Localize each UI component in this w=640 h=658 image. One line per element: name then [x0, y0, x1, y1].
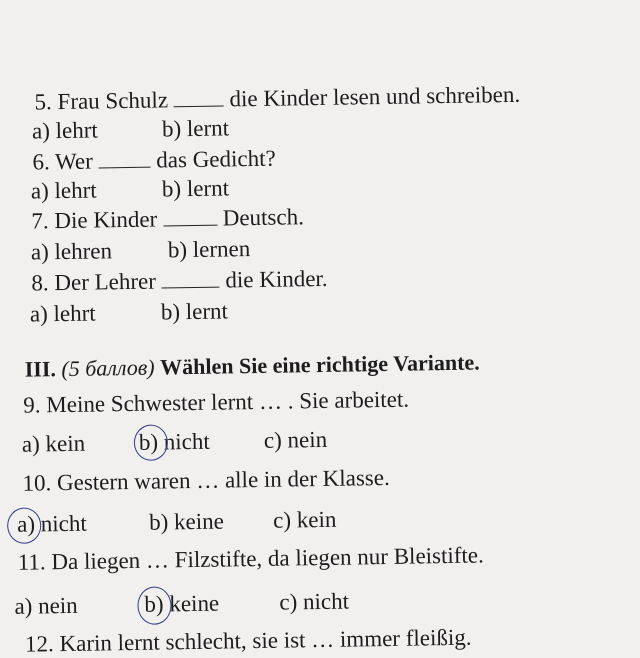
section-points: (5 баллов)	[61, 354, 155, 382]
option-a: a) lehrt	[31, 117, 98, 144]
question-5-text-start: 5. Frau Schulz	[34, 87, 169, 115]
answer-blank	[99, 167, 151, 169]
option-b: b) lernt	[161, 115, 230, 142]
question-8-text-start: 8. Der Lehrer	[31, 268, 157, 296]
section-heading	[25, 351, 480, 380]
answer-blank	[162, 287, 220, 289]
option-a: a) lehrt	[30, 177, 97, 204]
question-7-text-end: Deutsch.	[222, 204, 305, 231]
question-5-text-end: die Kinder lesen und schreiben.	[229, 81, 521, 112]
option-b: b) lernt	[161, 175, 230, 202]
answer-blank	[163, 225, 217, 227]
option-b: b) keine	[148, 508, 225, 535]
section-number: III.	[24, 356, 57, 382]
option-a: a) nein	[14, 592, 78, 619]
question-9: 9. Meine Schwester lernt … . Sie arbeitet.	[23, 386, 410, 418]
question-11: 11. Da liegen … Filzstifte, da liegen nur Bleistifte.	[17, 542, 484, 575]
question-8-text-end: die Kinder.	[225, 265, 328, 293]
option-c: c) nicht	[279, 588, 350, 615]
question-12-partial: 12. Karin lernt schlecht, sie ist … immer fleißig.	[24, 624, 472, 657]
option-b: b) nicht	[138, 428, 210, 455]
question-10: 10. Gestern waren … alle in der Klasse.	[22, 464, 390, 496]
question-6	[32, 147, 276, 174]
question-7-text-start: 7. Die Kinder	[31, 206, 158, 234]
section-instruction: Wählen Sie eine richtige Variante.	[159, 349, 480, 380]
answer-blank	[174, 105, 224, 107]
option-a: a) kein	[21, 430, 86, 457]
question-5	[34, 83, 520, 114]
option-c: c) nein	[263, 426, 328, 453]
option-b: b) lernt	[160, 298, 229, 325]
question-6-text-start: 6. Wer	[32, 148, 93, 175]
option-c: c) kein	[272, 506, 337, 533]
option-a: a) nicht	[16, 510, 87, 537]
question-7	[31, 205, 304, 232]
question-6-text-end: das Gedicht?	[156, 145, 276, 173]
question-8	[31, 267, 328, 295]
option-a: a) lehrt	[29, 300, 96, 327]
option-b: b) lernen	[167, 236, 251, 263]
option-a: a) lehren	[30, 238, 113, 265]
option-b: b) keine	[144, 590, 220, 617]
